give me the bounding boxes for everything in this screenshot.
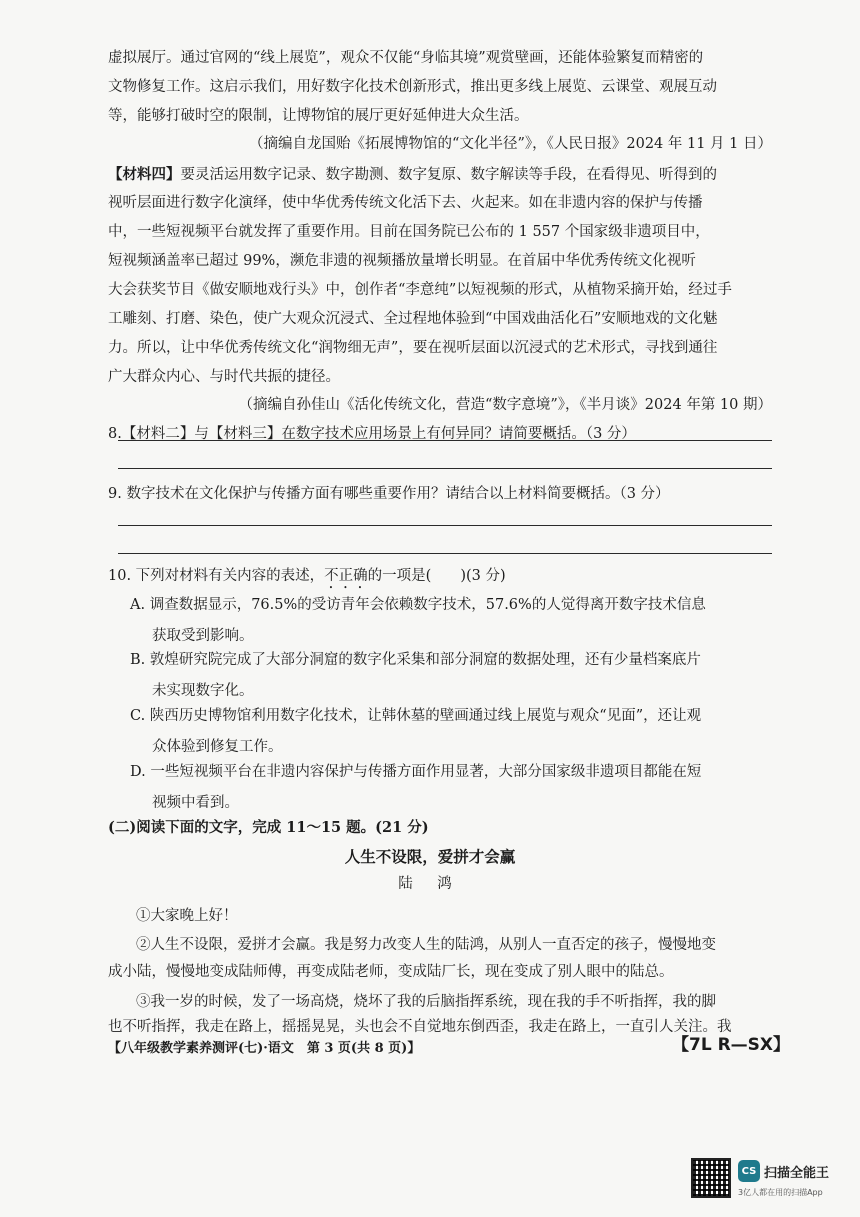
essay-title: 人生不设限，爱拼才会赢 (344, 847, 516, 866)
camscanner-logo-icon: CS (738, 1160, 760, 1182)
essay-paragraph-2-line-2: 成小陆，慢慢地变成陆师傅，再变成陆老师，变成陆厂长，现在变成了别人眼中的陆总。 (108, 964, 674, 980)
material4-line-6: 工雕刻、打磨、染色，使广大观众沉浸式、全过程地体验到“中国戏曲活化石”安顺地戏的文化魅 (108, 311, 718, 327)
material3-line-1: 虚拟展厅。通过官网的“线上展览”，观众不仅能“身临其境”观赏壁画，还能体验繁复而精密的 (108, 50, 704, 66)
option-a-line-1: A. 调查数据显示，76.5%的受访青年会依赖数字技术，57.6%的人觉得离开数字技术信息 (130, 597, 706, 613)
qr-code-icon (691, 1158, 731, 1198)
answer-line-9-1[interactable] (118, 525, 772, 526)
essay-paragraph-2-line-1: ②人生不设限，爱拼才会赢。我是努力改变人生的陆鸿，从别人一直否定的孩子，慢慢地变 (136, 937, 716, 953)
material4-line-4: 短视频涵盖率已超过 99%，濒危非遗的视频播放量增长明显。在首届中华优秀传统文化视听 (108, 253, 696, 269)
essay-paragraph-3-line-2: 也不听指挥，我走在路上，摇摇晃晃，头也会不自觉地东倒西歪，我走在路上，一直引人关注。我 (108, 1019, 732, 1035)
answer-line-9-2[interactable] (118, 553, 772, 554)
material4-line-3: 中，一些短视频平台就发挥了重要作用。目前在国务院已公布的 1 557 个国家级非遗项目中， (108, 224, 710, 240)
material4-line-1: 【材料四】要灵活运用数字记录、数字勘测、数字复原、数字解读等手段，在看得见、听得到的 (108, 166, 717, 183)
material3-line-3: 等，能够打破时空的限制，让博物馆的展厅更好延伸进大众生活。 (108, 108, 529, 124)
section-2-heading: (二)阅读下面的文字，完成 11～15 题。(21 分) (108, 819, 429, 836)
material4-line-2: 视听层面进行数字化演绎，使中华优秀传统文化活下去、火起来。如在非遗内容的保护与传播 (108, 195, 703, 211)
question-8: 8.【材料二】与【材料三】在数字技术应用场景上有何异同？请简要概括。（3 分） (108, 426, 636, 442)
essay-paragraph-3-line-1: ③我一岁的时候，发了一场高烧，烧坏了我的后脑指挥系统，现在我的手不听指挥，我的脚 (136, 994, 716, 1010)
option-b-line-1: B. 敦煌研究院完成了大部分洞窟的数字化采集和部分洞窟的数据处理，还有少量档案底片 (130, 652, 701, 668)
option-b-line-2: 未实现数字化。 (152, 683, 254, 699)
material4-line-8: 广大群众内心、与时代共振的捷径。 (108, 369, 340, 385)
option-a-line-2: 获取受到影响。 (152, 628, 254, 644)
material3-line-2: 文物修复工作。这启示我们，用好数字化技术创新形式，推出更多线上展览、云课堂、观展互动 (108, 79, 717, 95)
answer-line-8-1[interactable] (118, 440, 772, 441)
question-9: 9. 数字技术在文化保护与传播方面有哪些重要作用？请结合以上材料简要概括。（3 分） (108, 486, 670, 502)
material4-line-7: 力。所以，让中华优秀传统文化“润物细无声”，要在视听层面以沉浸式的艺术形式，寻找到通往 (108, 340, 718, 356)
material4-label: 【材料四】 (108, 166, 181, 183)
material3-source: （摘编自龙国贻《拓展博物馆的“文化半径”》，《人民日报》2024 年 11 月 1 日） (249, 136, 772, 152)
material4-line-5: 大会获奖节目《做安顺地戏行头》中，创作者“李意纯”以短视频的形式，从植物采摘开始，经过手 (108, 282, 732, 298)
option-d-line-1: D. 一些短视频平台在非遗内容保护与传播方面作用显著，大部分国家级非遗项目都能在短 (130, 764, 702, 780)
essay-paragraph-1: ①大家晚上好！ (136, 908, 238, 924)
exam-code: 【7L R—SX】 (672, 1035, 791, 1055)
option-c-line-2: 众体验到修复工作。 (152, 739, 283, 755)
emphasis-not-correct: 不正确 (324, 568, 368, 584)
option-c-line-1: C. 陕西历史博物馆利用数字化技术，让韩休墓的壁画通过线上展览与观众“见面”，还让观 (130, 708, 702, 724)
answer-line-8-2[interactable] (118, 468, 772, 469)
scanner-app-tagline: 3亿人都在用的扫描App (738, 1188, 823, 1197)
page-footer-info: 【八年级教学素养测评(七)·语文 第 3 页(共 8 页)】 (108, 1041, 421, 1056)
option-d-line-2: 视频中看到。 (152, 795, 239, 811)
scanner-app-name: 扫描全能王 (764, 1166, 830, 1181)
essay-author: 陆 鸿 (398, 876, 462, 892)
question-10-stem: 10. 下列对材料有关内容的表述，不正确的一项是( )(3 分) (108, 568, 506, 584)
material4-source: （摘编自孙佳山《活化传统文化，营造“数字意境”》，《半月谈》2024 年第 10 期） (238, 397, 772, 413)
